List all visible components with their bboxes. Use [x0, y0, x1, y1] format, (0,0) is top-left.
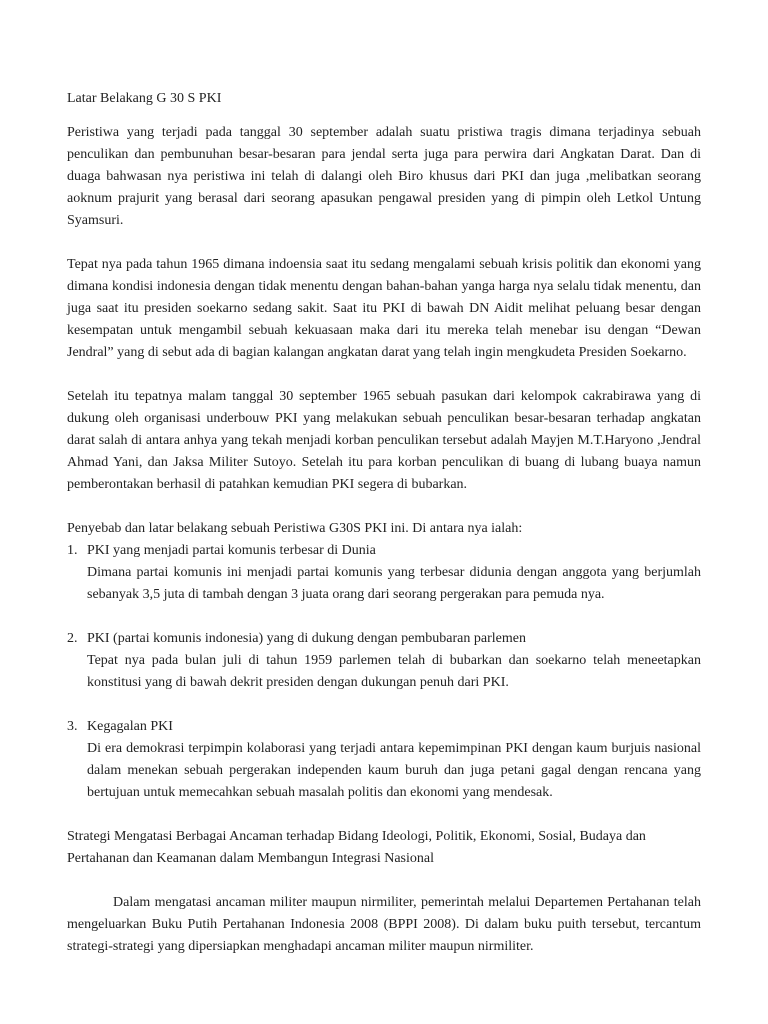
- document-page: [67, 88, 701, 958]
- section-2-heading: Strategi Mengatasi Berbagai Ancaman terhadap Bidang Ideologi, Politik, Ekonomi, Sosial, Budaya dan Pertahanan dan Keamanan dalam Membangun Integrasi Nasional: [67, 829, 646, 866]
- list-item-description: Di era demokrasi terpimpin kolaborasi yang terjadi antara kepemimpinan PKI dengan kaum burjuis nasional dalam menekan sebuah pergerakan independen kaum buruh dan juga petani gagal dengan rencana yang bertujuan untuk memecahkan sebuah masalah politis dan ekonomi yang mendesak.: [87, 741, 701, 800]
- list-item-description: Tepat nya pada bulan juli di tahun 1959 parlemen telah di bubarkan dan soekarno telah meneetapkan konstitusi yang di bawah dekrit presiden dengan dukungan penuh dari PKI.: [87, 653, 701, 690]
- paragraph-3: Setelah itu tepatnya malam tanggal 30 september 1965 sebuah pasukan dari kelompok cakrabirawa yang di dukung oleh organisasi underbouw PKI yang melakukan sebuah penculikan besar-besaran terhadap angkatan darat salah di antara anhya yang tekah menjadi korban penculikan tersebut adalah Mayjen M.T.Haryono ,Jendral Ahmad Yani, dan Jaksa Militer Sutoyo. Setelah itu para korban penculikan di buang di lubang buaya namun pemberontakan berhasil di patahkan kemudian PKI segera di bubarkan.: [67, 389, 701, 492]
- list-item: [67, 628, 701, 694]
- paragraph-1: Peristiwa yang terjadi pada tanggal 30 september adalah suatu pristiwa tragis dimana terjadinya sebuah penculikan dan pembunuhan besar-besaran para jendal serta juga para perwira dari Angkatan Darat. Dan di duaga bahwasan nya peristiwa ini telah di dalangi oleh Biro khusus dari PKI dan juga ,melibatkan seorang aoknum prajurit yang berasal dari seorang apasukan pengawal presiden yang di pimpin oleh Letkol Untung Syamsuri.: [67, 125, 701, 228]
- list-item-number: 3.: [67, 719, 78, 734]
- list-item-heading: Kegagalan PKI: [87, 719, 173, 734]
- list-item-number: 2.: [67, 631, 78, 646]
- section-2-paragraph: Dalam mengatasi ancaman militer maupun nirmiliter, pemerintah melalui Departemen Pertahanan telah mengeluarkan Buku Putih Pertahanan Indonesia 2008 (BPPI 2008). Di dalam buku puith tersebut, tercantum strategi-strategi yang dipersiapkan menghadapi ancaman militer maupun nirmiliter.: [67, 895, 701, 954]
- document-title: Latar Belakang G 30 S PKI: [67, 91, 222, 106]
- paragraph-2: Tepat nya pada tahun 1965 dimana indoensia saat itu sedang mengalami sebuah krisis politik dan ekonomi yang dimana kondisi indonesia dengan tidak menentu dengan bahan-bahan yanga harga nya selalu tidak menentu, dan juga saat itu presiden soekarno sedang sakit. Saat itu PKI di bawah DN Aidit melihat peluang besar dengan kesempatan untuk mengambil sebuah kekuasaan maka dari itu mereka telah menebar isu dengan “Dewan Jendral” yang di sebut ada di bagian kalangan angkatan darat yang telah ingin mengkudeta Presiden Soekarno.: [67, 257, 701, 360]
- causes-list: [67, 540, 701, 804]
- list-item-heading: PKI yang menjadi partai komunis terbesar di Dunia: [87, 543, 376, 558]
- list-item-heading: PKI (partai komunis indonesia) yang di dukung dengan pembubaran parlemen: [87, 631, 526, 646]
- list-item-number: 1.: [67, 543, 78, 558]
- list-item: [67, 540, 701, 606]
- list-item-description: Dimana partai komunis ini menjadi partai komunis yang terbesar didunia dengan anggota yang berjumlah sebanyak 3,5 juta di tambah dengan 3 juata orang dari seorang pergerakan para pemuda nya.: [87, 565, 701, 602]
- list-intro: Penyebab dan latar belakang sebuah Peristiwa G30S PKI ini. Di antara nya ialah:: [67, 521, 523, 536]
- list-item: [67, 716, 701, 804]
